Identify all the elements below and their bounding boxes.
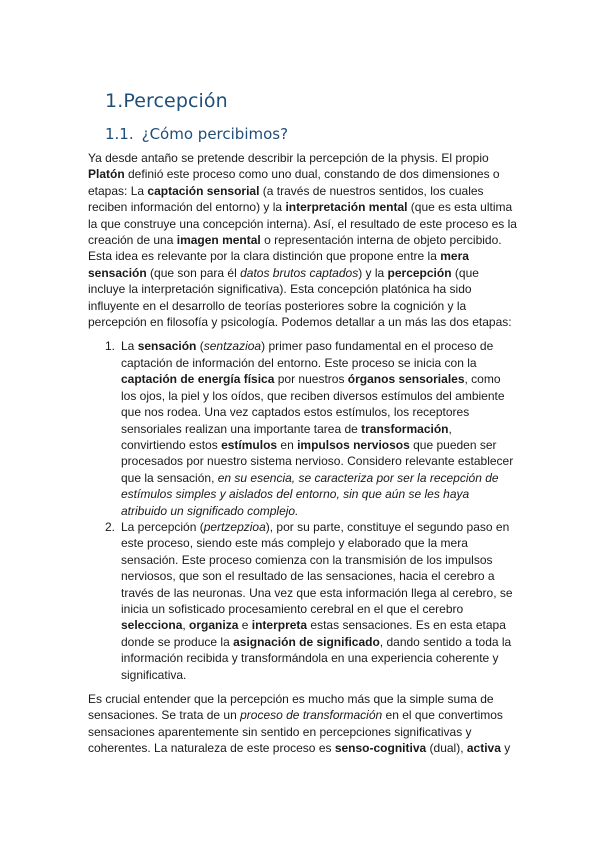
bold-text: activa (466, 741, 501, 756)
bold-text: senso-cognitiva (334, 741, 427, 756)
bold-text: Platón (88, 167, 125, 182)
bold-text: selecciona (121, 618, 183, 633)
text-run: en el que convertimos sensaciones aparentemente sin sentido en percepciones significativas y coherentes. La naturaleza de este proceso es (88, 708, 503, 756)
text-run: Es crucial entender que la percepción es mucho más que la simple suma de sensaciones. Se trata de un (88, 692, 494, 723)
italic-text: datos brutos captados (240, 265, 359, 280)
text-run: (que incluye la interpretación significativa). Esta concepción platónica ha sido influyente en el desarrollo de teorías posteriores sobre la cognición y la percepción en filosofía y psicología. Podemos detallar a un más las dos etapas: (88, 265, 512, 330)
text-run: definió este proceso como uno dual, constando de dos dimensiones o etapas: La (88, 167, 500, 198)
list-item (88, 519, 518, 683)
text-run: Ya desde antaño se pretende describir la percepción de la physis. El propio (88, 151, 489, 165)
bold-text: estímulos (221, 437, 278, 452)
text-run: (que es esta ultima la que construye una concepción interna). Así, el resultado de este proceso es la creación de una (88, 200, 517, 248)
text-run: en (277, 437, 298, 452)
intro-paragraph (88, 150, 518, 330)
text-run: y (500, 741, 511, 756)
bold-text: órganos sensoriales (347, 372, 465, 387)
bold-text: sensación (137, 339, 197, 354)
text-run: , convirtiendo estos (121, 421, 452, 452)
bold-text: imagen mental (176, 233, 261, 248)
bold-text: percepción (387, 265, 452, 280)
stages-list (88, 338, 518, 683)
list-item (88, 338, 518, 518)
italic-text: en su esencia, se caracteriza por ser la recepción de estímulos simples y aislados del entorno, sin que aún se les haya atribuido un significado complejo. (121, 470, 499, 518)
bold-text: interpreta (251, 618, 308, 633)
text-run: ) y la (358, 265, 388, 280)
text-run: estas sensaciones. Es en esta etapa donde se produce la (121, 618, 506, 649)
bold-text: organiza (189, 618, 239, 633)
list-item-text (121, 520, 513, 682)
conclusion-paragraph (88, 691, 518, 757)
italic-text: pertzepzioa (203, 519, 266, 534)
list-marker: 1. (105, 339, 116, 354)
text-run: , como los ojos, la piel y los oídos, que reciben diversos estímulos del ambiente que nos rodea. Una vez captados estos estímulos, los receptores sensoriales realizan una importante tarea de (121, 372, 505, 436)
bold-text: mera sensación (88, 249, 469, 280)
list-item-text (121, 339, 513, 517)
bold-text: captación sensorial (147, 183, 260, 198)
text-run: e (238, 618, 252, 633)
text-run: La (121, 339, 138, 354)
italic-text: proceso de transformación (240, 708, 383, 723)
text-run: que pueden ser procesados por nuestro sistema nervioso. Considero relevante establecer que la sensación, (121, 437, 514, 485)
bold-text: impulsos nerviosos (297, 437, 410, 452)
text-run: o representación interna de objeto percibido. Esta idea es relevante por la clara distinción que propone entre la (88, 233, 502, 264)
text-run: , (182, 618, 190, 633)
bold-text: asignación de significado (233, 634, 380, 649)
bold-text: transformación (361, 421, 449, 436)
text-run: La percepción ( (121, 519, 204, 534)
list-marker: 2. (105, 519, 116, 534)
section-title: ¿Cómo percibimos? (141, 125, 289, 143)
italic-text: sentzazioa (203, 339, 262, 354)
text-run: (a través de nuestros sentidos, los cuales reciben información del entorno) y la (88, 183, 484, 215)
page-title: 1.Percepción (105, 90, 228, 112)
text-run: ( (196, 339, 204, 354)
bold-text: interpretación mental (285, 200, 408, 215)
bold-text: captación de energía física (121, 372, 275, 387)
section-number: 1.1. (105, 125, 134, 143)
text-run: , dando sentido a toda la información recibida y transformándola en una experiencia coherente y significativa. (121, 634, 512, 682)
text-run: (que son para él (146, 265, 241, 280)
section-heading (105, 125, 288, 143)
text-run: ), por su parte, constituye el segundo paso en este proceso, siendo este más complejo y elaborado que la mera sensación. Este proceso comienza con la transmisión de los impulsos nerviosos, que son el resultado de las sensaciones, hacia el cerebro a través de las neuronas. Una vez que esta información llega al cerebro, se inicia un sofisticado procesamiento cerebral en el que el cerebro (121, 519, 513, 616)
text-run: ) primer paso fundamental en el proceso de captación de información del entorno. Este proceso se inicia con la (121, 339, 494, 370)
body-text (88, 150, 518, 757)
text-run: (dual), (426, 741, 467, 756)
text-run: por nuestros (274, 372, 348, 387)
